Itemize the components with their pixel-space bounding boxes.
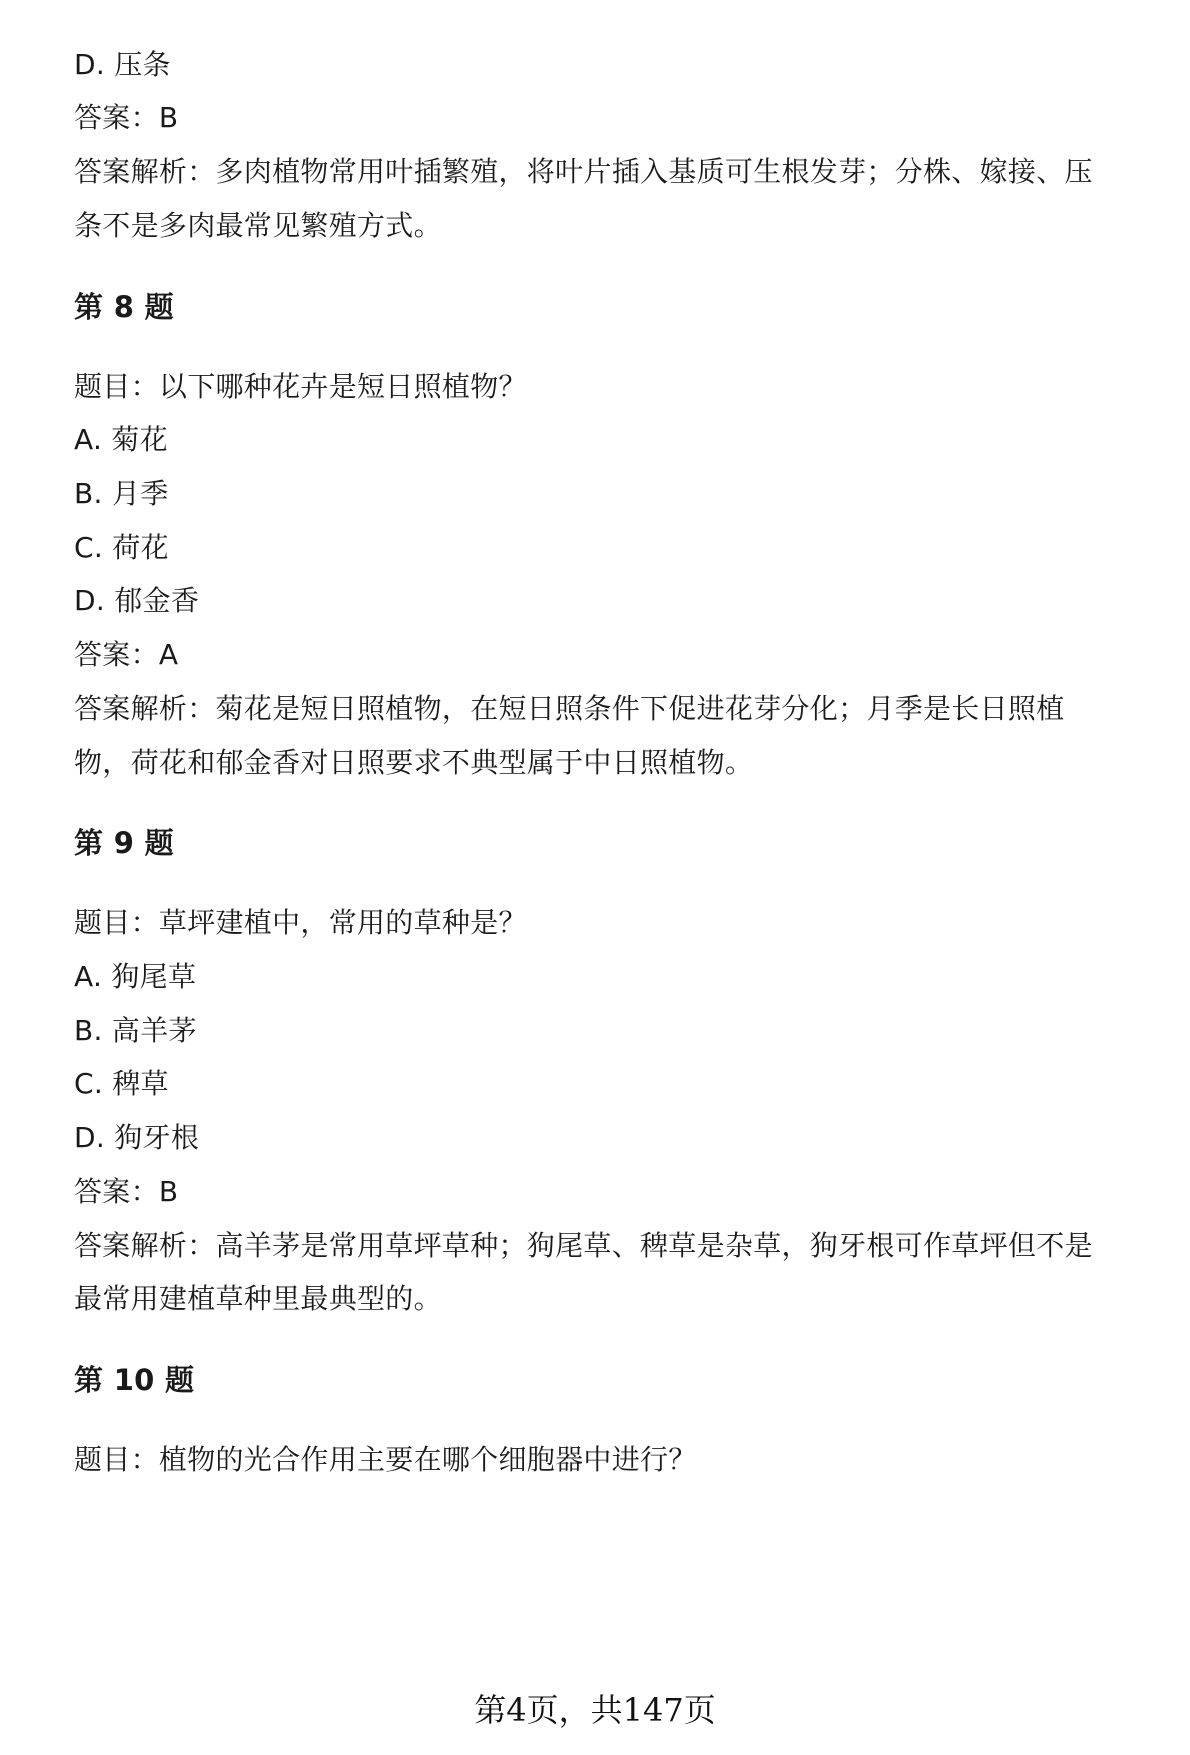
page-number-footer: 第4页，共147页	[474, 1691, 716, 1729]
question-heading-8: 第 8 题	[74, 290, 174, 324]
option-c: C. 荷花	[74, 531, 169, 564]
option-d: D. 狗牙根	[74, 1121, 200, 1154]
question-heading-9: 第 9 题	[74, 826, 174, 860]
explanation-line: 条不是多肉最常见繁殖方式。	[74, 209, 442, 242]
option-d: D. 郁金香	[74, 584, 200, 617]
explanation-line: 答案解析：菊花是短日照植物，在短日照条件下促进花芽分化；月季是长日照植	[74, 692, 1065, 725]
answer-line: 答案：B	[74, 101, 179, 134]
explanation-line: 答案解析：多肉植物常用叶插繁殖，将叶片插入基质可生根发芽；分株、嫁接、压	[74, 155, 1093, 188]
explanation-line: 物，荷花和郁金香对日照要求不典型属于中日照植物。	[74, 746, 754, 779]
question-text: 题目：草坪建植中，常用的草种是？	[74, 906, 527, 939]
option-d: D. 压条	[74, 48, 171, 81]
answer-line: 答案：A	[74, 638, 179, 671]
option-a: A. 狗尾草	[74, 960, 197, 993]
question-text: 题目：以下哪种花卉是短日照植物？	[74, 370, 527, 403]
option-a: A. 菊花	[74, 423, 168, 456]
explanation-line: 答案解析：高羊茅是常用草坪草种；狗尾草、稗草是杂草，狗牙根可作草坪但不是	[74, 1229, 1093, 1262]
option-c: C. 稗草	[74, 1067, 169, 1100]
question-heading-10: 第 10 题	[74, 1363, 195, 1397]
answer-line: 答案：B	[74, 1175, 179, 1208]
explanation-line: 最常用建植草种里最典型的。	[74, 1282, 442, 1315]
option-b: B. 月季	[74, 477, 169, 510]
option-b: B. 高羊茅	[74, 1014, 197, 1047]
question-text: 题目：植物的光合作用主要在哪个细胞器中进行？	[74, 1443, 697, 1476]
